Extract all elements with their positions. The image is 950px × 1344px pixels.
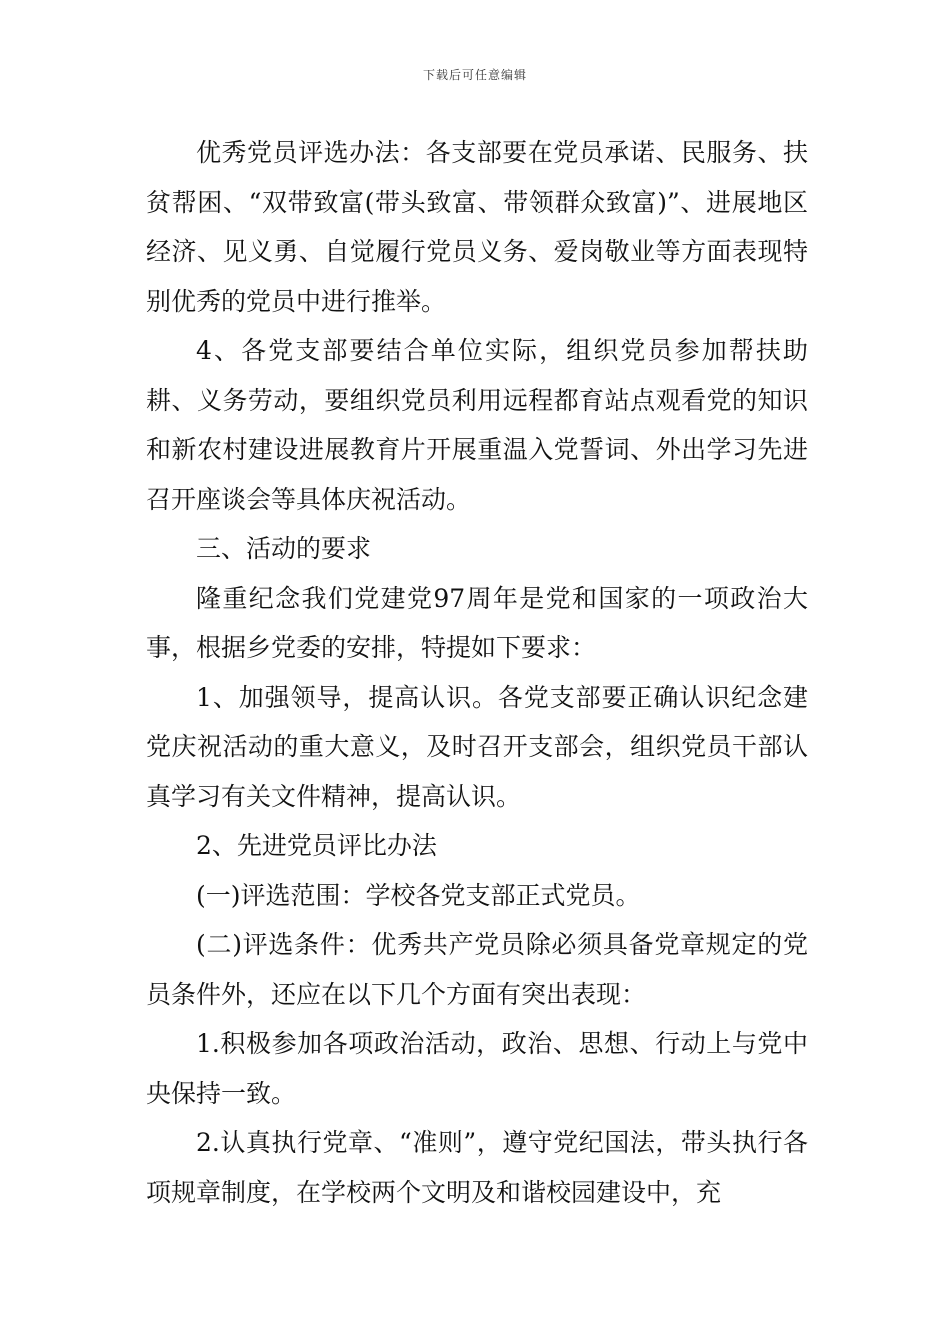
paragraph: 2.认真执行党章、“准则”，遵守党纪国法，带头执行各项规章制度，在学校两个文明及和谐校园建设中，充 <box>146 1128 808 1207</box>
paragraph: 4、各党支部要结合单位实际，组织党员参加帮扶助耕、义务劳动，要组织党员利用远程都育站点观看党的知识和新农村建设进展教育片开展重温入党誓词、外出学习先进召开座谈会等具体庆祝活动。 <box>146 336 808 514</box>
paragraph: (二)评选条件：优秀共产党员除必须具备党章规定的党员条件外，还应在以下几个方面有突出表现： <box>146 930 808 1009</box>
paragraph: (一)评选范围：学校各党支部正式党员。 <box>196 880 641 910</box>
paragraph: 1.积极参加各项政治活动，政治、思想、行动上与党中央保持一致。 <box>146 1029 808 1108</box>
document-body <box>146 128 808 1217</box>
page-header: 下载后可任意编辑 <box>422 68 527 82</box>
paragraph: 隆重纪念我们党建党97周年是党和国家的一项政治大事，根据乡党委的安排，特提如下要求： <box>146 583 808 662</box>
section-heading: 三、活动的要求 <box>196 534 372 563</box>
paragraph: 1、加强领导，提高认识。各党支部要正确认识纪念建党庆祝活动的重大意义，及时召开支部会，组织党员干部认真学习有关文件精神，提高认识。 <box>146 682 808 811</box>
paragraph: 2、先进党员评比办法 <box>196 831 437 860</box>
paragraph: 优秀党员评选办法：各支部要在党员承诺、民服务、扶贫帮困、“双带致富(带头致富、带领群众致富)”、进展地区经济、见义勇、自觉履行党员义务、爱岗敬业等方面表现特别优秀的党员中进行推举。 <box>146 138 808 316</box>
